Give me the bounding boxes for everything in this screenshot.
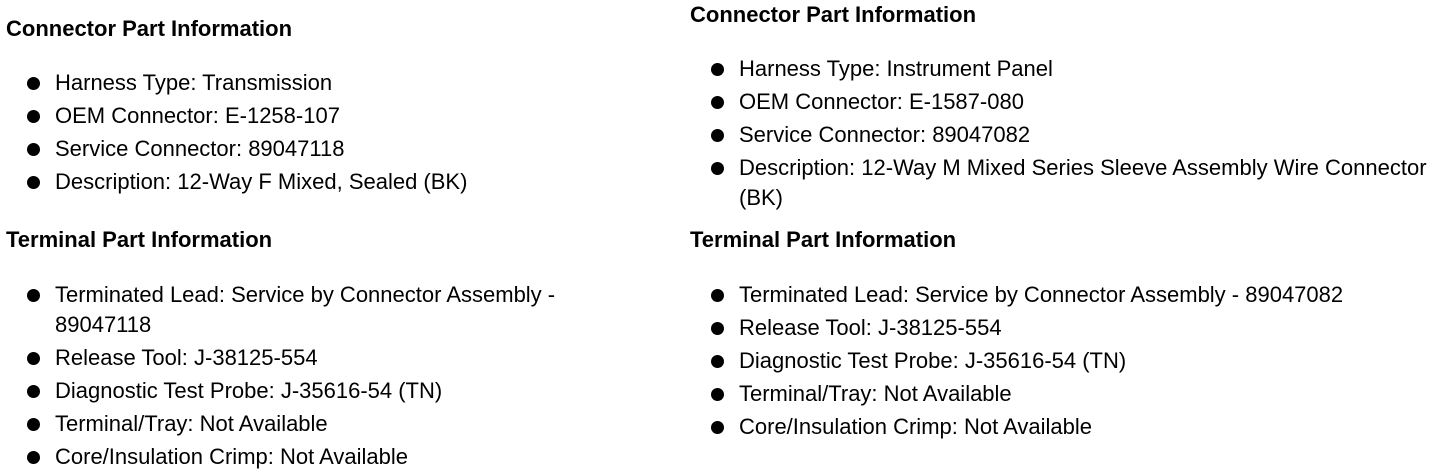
- bullet-icon: [27, 176, 40, 189]
- list-item-text: Release Tool: J-38125-554: [739, 315, 1002, 340]
- bullet-icon: [27, 110, 40, 123]
- list-item: [690, 54, 1439, 84]
- bullet-icon: [711, 421, 724, 434]
- connector-part-heading: Connector Part Information: [6, 16, 293, 41]
- list-item-text: Service Connector: 89047082: [739, 122, 1031, 147]
- list-item-text: Terminal/Tray: Not Available: [55, 411, 328, 436]
- connector-part-list: [690, 54, 1439, 216]
- list-item: [690, 87, 1439, 117]
- list-item-text: Core/Insulation Crimp: Not Available: [55, 444, 408, 469]
- terminal-part-heading: Terminal Part Information: [690, 227, 957, 252]
- bullet-icon: [27, 451, 40, 464]
- list-item-text: Diagnostic Test Probe: J-35616-54 (TN): [739, 348, 1127, 373]
- list-item-text: Harness Type: Instrument Panel: [739, 56, 1053, 81]
- list-item: [6, 280, 655, 340]
- list-item-text: OEM Connector: E-1258-107: [55, 103, 340, 128]
- bullet-icon: [27, 143, 40, 156]
- bullet-icon: [27, 385, 40, 398]
- list-item: [6, 101, 655, 131]
- list-item: [690, 280, 1439, 310]
- bullet-icon: [711, 388, 724, 401]
- list-item-text: OEM Connector: E-1587-080: [739, 89, 1024, 114]
- bullet-icon: [711, 63, 724, 76]
- bullet-icon: [711, 322, 724, 335]
- list-item: [6, 134, 655, 164]
- list-item-text: Service Connector: 89047118: [55, 136, 345, 161]
- bullet-icon: [27, 289, 40, 302]
- list-item-text: Release Tool: J-38125-554: [55, 345, 318, 370]
- list-item: [690, 120, 1439, 150]
- terminal-part-heading: Terminal Part Information: [6, 227, 273, 252]
- bullet-icon: [711, 96, 724, 109]
- connector-part-heading: Connector Part Information: [690, 2, 977, 27]
- bullet-icon: [711, 162, 724, 175]
- list-item-text: Description: 12-Way F Mixed, Sealed (BK): [55, 169, 468, 194]
- list-item: [6, 343, 655, 373]
- list-item: [690, 379, 1439, 409]
- bullet-icon: [27, 77, 40, 90]
- list-item: [690, 412, 1439, 442]
- list-item-text: Terminal/Tray: Not Available: [739, 381, 1012, 406]
- bullet-icon: [711, 355, 724, 368]
- bullet-icon: [711, 289, 724, 302]
- bullet-icon: [711, 129, 724, 142]
- list-item-text: Core/Insulation Crimp: Not Available: [739, 414, 1092, 439]
- list-item: [6, 167, 655, 197]
- list-item-text: Diagnostic Test Probe: J-35616-54 (TN): [55, 378, 443, 403]
- list-item: [6, 409, 655, 439]
- connector-part-list: [6, 68, 655, 200]
- terminal-part-list: [690, 280, 1439, 445]
- list-item: [6, 68, 655, 98]
- list-item: [6, 442, 655, 472]
- list-item: [690, 313, 1439, 343]
- list-item-text: Terminated Lead: Service by Connector Assembly - 89047082: [739, 282, 1344, 307]
- terminal-part-list: [6, 280, 655, 475]
- list-item-text: Terminated Lead: Service by Connector Assembly - 89047118: [55, 282, 556, 337]
- list-item: [6, 376, 655, 406]
- list-item: [690, 346, 1439, 376]
- list-item-text: Harness Type: Transmission: [55, 70, 333, 95]
- bullet-icon: [27, 352, 40, 365]
- bullet-icon: [27, 418, 40, 431]
- list-item-text: Description: 12-Way M Mixed Series Sleeve Assembly Wire Connector (BK): [739, 155, 1427, 210]
- list-item: [690, 153, 1439, 213]
